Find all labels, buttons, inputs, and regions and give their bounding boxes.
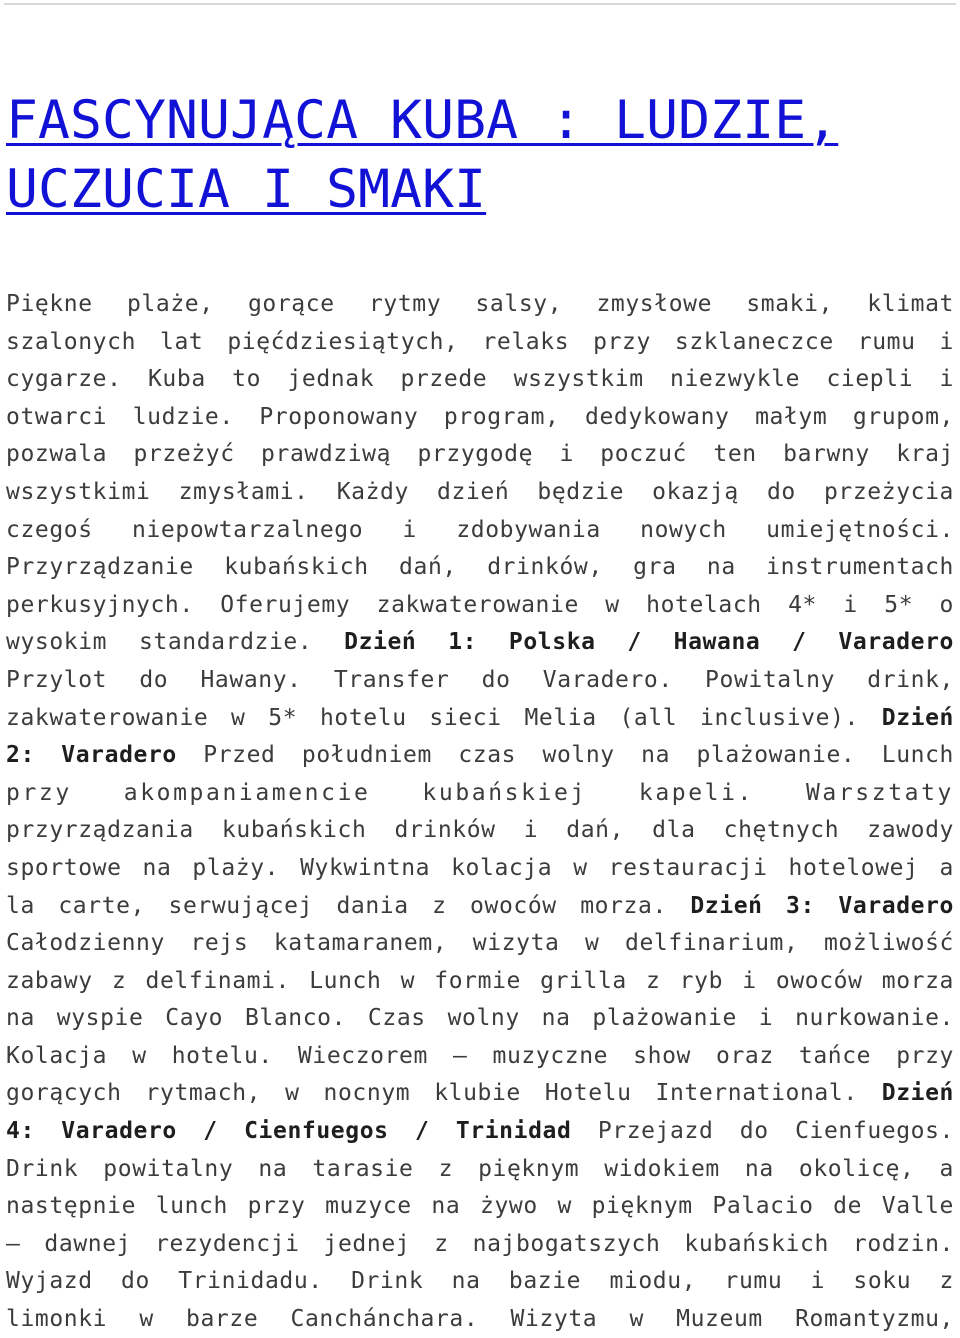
- article-title[interactable]: [6, 86, 956, 224]
- body-text: cygarze. Kuba to jednak przede wszystkim niezwykle ciepli i: [6, 366, 954, 393]
- body-text: wszystkimi zmysłami. Każdy dzień będzie okazją do przeżycia: [6, 478, 954, 505]
- body-line: [6, 812, 954, 850]
- body-line: [6, 399, 954, 437]
- body-line: [6, 624, 954, 662]
- body-line: [6, 737, 954, 775]
- body-text: Przed południem czas wolny na plażowanie. Lunch: [176, 742, 954, 769]
- body-text: Piękne plaże, gorące rytmy salsy, zmysłowe smaki, klimat: [6, 291, 954, 317]
- body-line: [6, 775, 954, 813]
- body-line: [6, 1151, 954, 1189]
- body-text: wysokim standardzie.: [6, 629, 345, 656]
- body-line: [6, 1226, 954, 1264]
- body-text: na wyspie Cayo Blanco. Czas wolny na plażowanie i nurkowanie.: [6, 1005, 954, 1032]
- body-text: otwarci ludzie. Proponowany program, dedykowany małym grupom,: [6, 403, 954, 430]
- body-text: pozwala przeżyć prawdziwą przygodę i poczuć ten barwny kraj: [6, 441, 954, 468]
- body-line: [6, 662, 954, 700]
- day-heading: Dzień 3: Varadero: [690, 892, 954, 919]
- body-text: Wyjazd do Trinidadu. Drink na bazie miodu, rumu i soku z: [6, 1268, 954, 1295]
- body-line: [6, 587, 954, 625]
- body-text: Całodzienny rejs katamaranem, wizyta w delfinarium, możliwość: [6, 930, 954, 957]
- body-line: [6, 850, 954, 888]
- body-line: [6, 1113, 954, 1151]
- body-line: [6, 1301, 954, 1338]
- day-heading: Dzień 1: Polska / Hawana / Varadero: [344, 629, 954, 656]
- body-text: Przyrządzanie kubańskich dań, drinków, gra na instrumentach: [6, 554, 954, 581]
- day-heading: 4: Varadero / Cienfuegos / Trinidad: [6, 1118, 572, 1145]
- top-divider: [4, 3, 956, 5]
- body-text: – dawnej rezydencji jednej z najbogatszych kubańskich rodzin.: [6, 1230, 954, 1257]
- body-text: czegoś niepowtarzalnego i zdobywania nowych umiejętności.: [6, 516, 954, 543]
- body-line: [6, 324, 954, 362]
- body-line: [6, 888, 954, 926]
- body-line: [6, 436, 954, 474]
- day-heading: Dzień: [881, 1080, 954, 1107]
- article-body: [6, 286, 954, 1338]
- body-line: [6, 963, 954, 1001]
- body-text: sportowe na plaży. Wykwintna kolacja w restauracji hotelowej a: [6, 854, 954, 881]
- body-line: [6, 1038, 954, 1076]
- body-text: zabawy z delfinami. Lunch w formie grilla z ryb i owoców morza: [6, 967, 954, 994]
- body-text: Kolacja w hotelu. Wieczorem – muzyczne show oraz tańce przy: [6, 1042, 954, 1069]
- body-text: gorących rytmach, w nocnym klubie Hotelu International.: [6, 1080, 882, 1107]
- day-heading: 2: Varadero: [6, 742, 177, 769]
- body-line: [6, 512, 954, 550]
- body-text: przy akompaniamencie kubańskiej kapeli. Warsztaty: [6, 779, 954, 806]
- title-line-2[interactable]: UCZUCIA I SMAKI: [6, 159, 487, 220]
- body-line: [6, 474, 954, 512]
- body-text: zakwaterowanie w 5* hotelu sieci Melia (all inclusive).: [6, 704, 882, 731]
- body-line: [6, 361, 954, 399]
- body-text: perkusyjnych. Oferujemy zakwaterowanie w hotelach 4* i 5* o: [6, 591, 954, 618]
- body-line: [6, 1000, 954, 1038]
- day-heading: Dzień: [881, 704, 954, 731]
- body-line: [6, 1075, 954, 1113]
- body-text: limonki w barze Canchánchara. Wizyta w Muzeum Romantyzmu,: [6, 1306, 954, 1333]
- body-line: [6, 1188, 954, 1226]
- body-line: [6, 549, 954, 587]
- body-text: szalonych lat pięćdziesiątych, relaks przy szklaneczce rumu i: [6, 328, 954, 355]
- body-line: [6, 700, 954, 738]
- body-text: Drink powitalny na tarasie z pięknym widokiem na okolicę, a: [6, 1155, 954, 1182]
- body-text: la carte, serwującej dania z owoców morza.: [6, 892, 691, 919]
- body-line: [6, 1263, 954, 1301]
- body-line: [6, 925, 954, 963]
- body-text: następnie lunch przy muzyce na żywo w pięknym Palacio de Valle: [6, 1193, 954, 1220]
- title-line-1[interactable]: FASCYNUJĄCA KUBA : LUDZIE,: [6, 90, 839, 151]
- body-line: [6, 286, 954, 324]
- body-text: Przejazd do Cienfuegos.: [571, 1118, 954, 1145]
- body-text: Przylot do Hawany. Transfer do Varadero. Powitalny drink,: [6, 666, 954, 693]
- body-text: przyrządzania kubańskich drinków i dań, dla chętnych zawody: [6, 817, 954, 844]
